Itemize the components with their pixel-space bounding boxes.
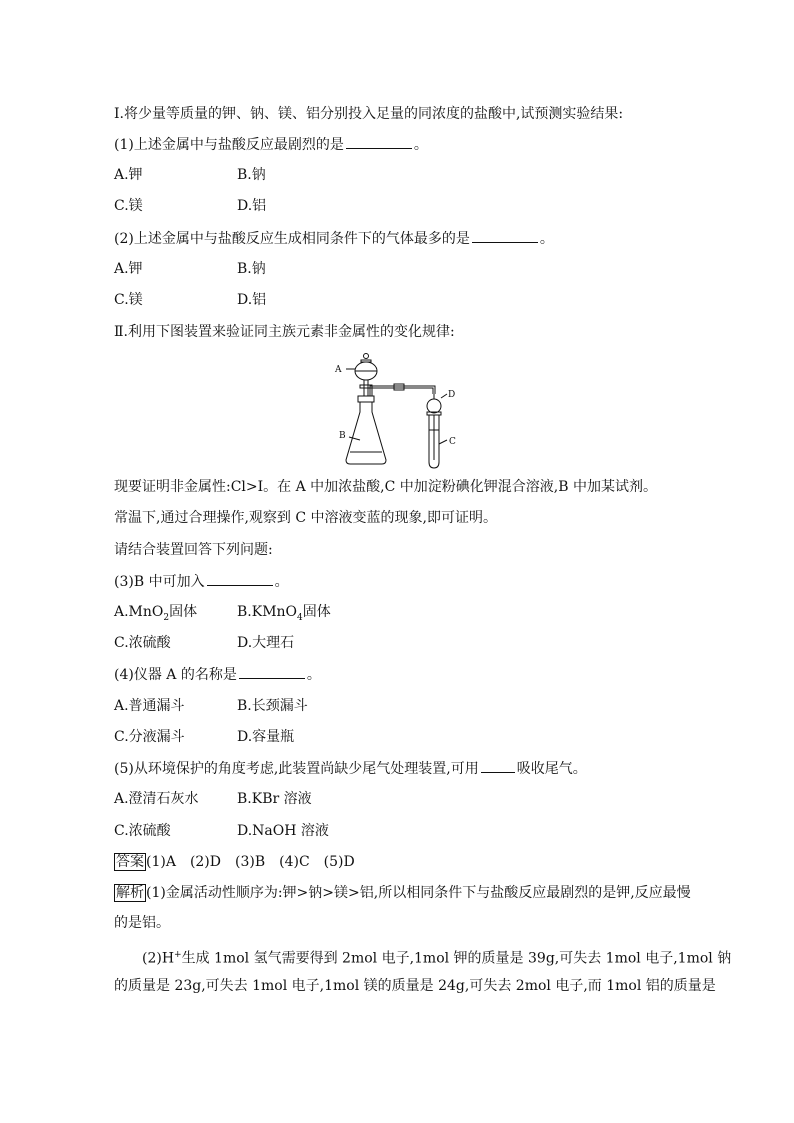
question-2-end: 。 <box>539 231 554 247</box>
answer-tag: 答案 <box>116 854 144 870</box>
q4-option-d: D.容量瓶 <box>237 729 295 745</box>
analysis-line-1 <box>114 883 691 903</box>
q1-option-c: C.镁 <box>114 198 143 214</box>
q3-option-a <box>114 602 197 628</box>
question-1-end: 。 <box>413 137 428 153</box>
answer-blank-2 <box>472 228 538 243</box>
question-2-text: (2)上述金属中与盐酸反应生成相同条件下的气体最多的是 <box>114 231 470 247</box>
q3-b-subscript: 4 <box>297 612 303 623</box>
label-b: B <box>339 431 346 441</box>
q5-option-d: D.NaOH 溶液 <box>237 823 329 839</box>
question-5-text: (5)从环境保护的角度考虑,此装置尚缺少尾气处理装置,可用 <box>114 761 479 777</box>
q2-option-b: B.钠 <box>237 261 266 277</box>
q3-b-text: B.KMnO <box>237 604 298 620</box>
funnel-stopper <box>364 354 369 359</box>
label-b-leader <box>349 437 360 440</box>
answer-blank-5 <box>481 758 515 773</box>
answer-line <box>114 852 355 872</box>
question-4-end: 。 <box>306 667 321 683</box>
q4-option-a: A.普通漏斗 <box>114 698 185 714</box>
question-3-stem <box>114 571 289 592</box>
q2-option-c: C.镁 <box>114 292 143 308</box>
analysis-p2-line1 <box>142 945 731 969</box>
q3-option-c: C.浓硫酸 <box>114 635 171 651</box>
question-1-text: (1)上述金属中与盐酸反应最剧烈的是 <box>114 137 344 153</box>
analysis-p1-line2: 的是铝。 <box>114 915 170 931</box>
q1-option-b: B.钠 <box>237 167 266 183</box>
label-c: C <box>449 437 456 447</box>
q3-option-b <box>237 602 331 628</box>
flask-stopper <box>358 396 374 402</box>
q5-option-a: A.澄清石灰水 <box>114 791 199 807</box>
question-5-end: 吸收尾气。 <box>516 761 587 777</box>
q1-option-d: D.铝 <box>237 198 267 214</box>
answer-blank-1 <box>346 134 412 149</box>
answer-blank-3 <box>207 571 273 586</box>
question-3-end: 。 <box>274 574 289 590</box>
label-d-leader <box>441 394 447 398</box>
q5-option-b: B.KBr 溶液 <box>237 791 312 807</box>
q5-option-c: C.浓硫酸 <box>114 823 171 839</box>
part2-description-3: 请结合装置回答下列问题: <box>114 542 273 558</box>
question-5-stem <box>114 758 587 779</box>
answer-text: (1)A (2)D (3)B (4)C (5)D <box>146 854 355 870</box>
part2-description-2: 常温下,通过合理操作,观察到 C 中溶液变蓝的现象,即可证明。 <box>114 510 497 526</box>
analysis-p2-text: 生成 1mol 氢气需要得到 2mol 电子,1mol 钾的质量是 39g,可失去 1mol 电子,1mol 钠 <box>181 950 732 967</box>
analysis-p2-superscript: + <box>174 950 182 960</box>
q2-option-a: A.钾 <box>114 261 143 277</box>
label-d: D <box>448 390 456 400</box>
q3-option-d: D.大理石 <box>237 635 295 651</box>
part1-intro: Ⅰ.将少量等质量的钾、钠、镁、铝分别投入足量的同浓度的盐酸中,试预测实验结果: <box>114 106 624 122</box>
label-c-leader <box>439 440 447 444</box>
q4-option-b: B.长颈漏斗 <box>237 698 308 714</box>
analysis-p2-line2: 的质量是 23g,可失去 1mol 电子,1mol 镁的质量是 24g,可失去 2mol 电子,而 1mol 铝的质量是 <box>114 978 716 994</box>
analysis-tag: 解析 <box>116 885 144 901</box>
q3-a-text: A.MnO <box>114 604 164 620</box>
q3-a-subscript: 2 <box>163 612 170 623</box>
label-a: A <box>335 365 342 375</box>
analysis-p2-prefix: (2)H <box>142 950 175 967</box>
tube-connector <box>394 384 404 390</box>
apparatus-diagram <box>330 352 470 472</box>
question-3-text: (3)B 中可加入 <box>114 574 205 590</box>
bulb-d <box>427 399 441 413</box>
answer-blank-4 <box>239 664 305 679</box>
q1-option-a: A.钾 <box>114 167 143 183</box>
question-2-stem <box>114 228 554 249</box>
q3-b-suffix: 固体 <box>302 604 331 620</box>
part2-intro: Ⅱ.利用下图装置来验证同主族元素非金属性的变化规律: <box>114 324 455 340</box>
question-4-stem <box>114 664 321 685</box>
q2-option-d: D.铝 <box>237 292 267 308</box>
delivery-tube-inner <box>372 388 433 396</box>
question-1-stem <box>114 134 428 155</box>
analysis-p1-line1: (1)金属活动性顺序为:钾>钠>镁>铝,所以相同条件下与盐酸反应最剧烈的是钾,反应最慢 <box>146 885 691 901</box>
q3-a-suffix: 固体 <box>169 604 198 620</box>
q4-option-c: C.分液漏斗 <box>114 729 185 745</box>
part2-description-1: 现要证明非金属性:Cl>I。在 A 中加浓盐酸,C 中加淀粉碘化钾混合溶液,B 中加某试剂。 <box>114 479 657 495</box>
conical-flask <box>346 402 386 464</box>
question-4-text: (4)仪器 A 的名称是 <box>114 667 237 683</box>
